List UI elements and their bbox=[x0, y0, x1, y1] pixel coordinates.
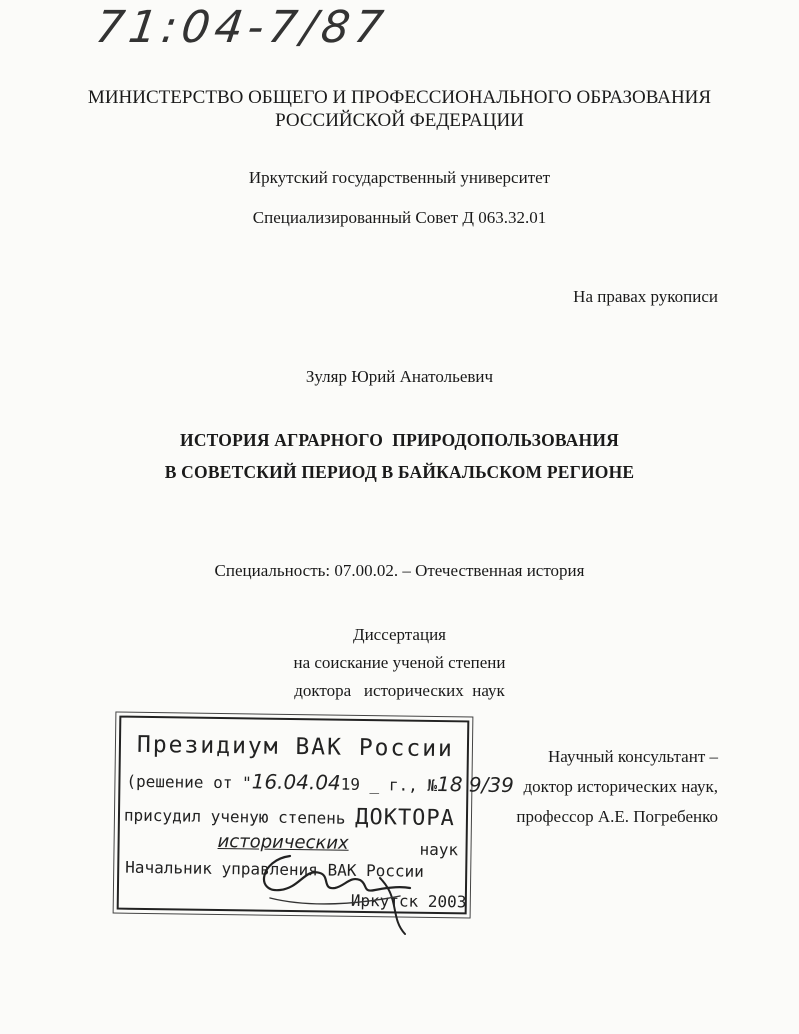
title-line-2: В СОВЕТСКИЙ ПЕРИОД В БАЙКАЛЬСКОМ РЕГИОНЕ bbox=[164, 462, 635, 482]
stamp-awarded bbox=[124, 802, 455, 832]
consultant-line-3: профессор А.Е. Погребенко bbox=[516, 807, 718, 826]
stamp-decision-mid: 19 _ г., № bbox=[340, 774, 438, 796]
ministry-line-2: РОССИЙСКОЙ ФЕДЕРАЦИИ bbox=[275, 110, 524, 131]
author-name: Зуляр Юрий Анатольевич bbox=[305, 367, 494, 386]
stamp-nauk: наук bbox=[419, 839, 459, 860]
diss-line-1: Диссертация bbox=[352, 625, 446, 644]
stamp-decision-date: 16.04.04 bbox=[251, 769, 341, 795]
consultant-line-2: доктор исторических наук, bbox=[523, 777, 718, 796]
ministry-header bbox=[0, 86, 799, 132]
stamp-decision-number: 18 9/39 bbox=[436, 772, 514, 798]
diss-line-2: на соискание ученой степени bbox=[293, 653, 506, 672]
title-line-1: ИСТОРИЯ АГРАРНОГО ПРИРОДОПОЛЬЗОВАНИЯ bbox=[180, 430, 619, 450]
signature-drawing bbox=[250, 838, 420, 938]
stamp-decision-prefix: (решение от " bbox=[126, 771, 252, 793]
stamp-chief: Начальник управления ВАК России bbox=[125, 857, 424, 881]
dissertation-title bbox=[0, 424, 799, 488]
consultant-line-1: Научный консультант – bbox=[548, 747, 718, 766]
stamp-decision bbox=[126, 768, 514, 797]
manuscript-rights: На правах рукописи bbox=[573, 287, 718, 306]
diss-line-3: доктора исторических наук bbox=[294, 681, 505, 700]
ministry-line-1: МИНИСТЕРСТВО ОБЩЕГО И ПРОФЕССИОНАЛЬНОГО ОБРАЗОВАНИЯ bbox=[87, 87, 712, 108]
council-name: Специализированный Совет Д 063.32.01 bbox=[252, 208, 547, 227]
handwritten-code: 71:04-7/87 bbox=[92, 2, 392, 53]
dissertation-info bbox=[0, 621, 799, 705]
university-name: Иркутский государственный университет bbox=[248, 168, 551, 187]
city-year: Иркутск 2003 bbox=[350, 890, 467, 912]
stamp-awarded-prefix: присудил ученую степень bbox=[123, 805, 346, 828]
stamp-science-handwritten: исторических bbox=[217, 830, 349, 854]
stamp-title: Президиум ВАК России bbox=[136, 731, 455, 763]
stamp-awarded-degree: ДОКТОРА bbox=[355, 804, 456, 832]
specialty: Специальность: 07.00.02. – Отечественная история bbox=[214, 561, 585, 580]
scientific-consultant bbox=[516, 742, 718, 832]
